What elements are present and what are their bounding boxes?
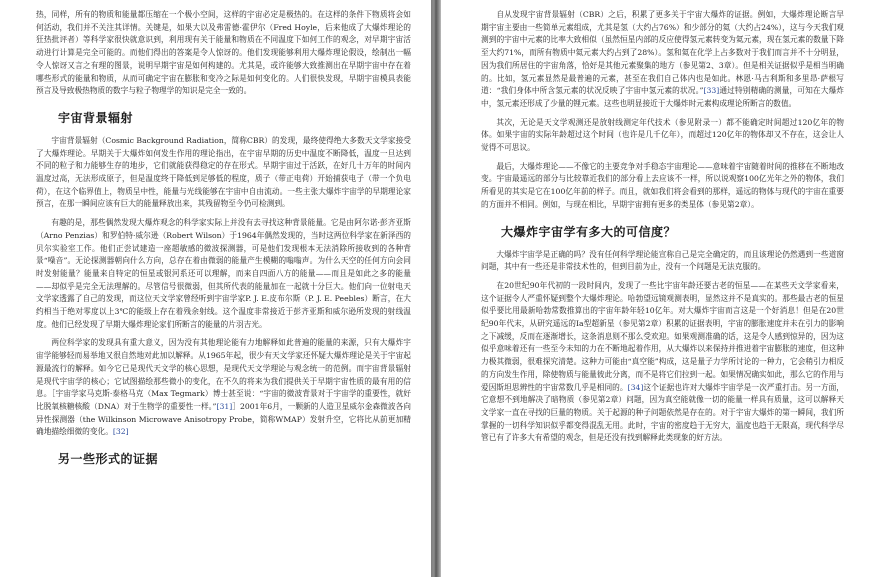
- paragraph-text: ］2001年6月，一颗新的人造卫星威尔金森微波各向异性探测器（the Wilkinson Microwave Anisotropy Probe，简称WMAP）发射升空，它将比从前更加精确地描绘细微的变化。: [36, 401, 411, 437]
- paragraph: [481, 9, 844, 111]
- section-heading-credibility: 大爆炸宇宙学有多大的可信度？: [501, 224, 677, 239]
- paragraph: 宇宙背景辐射（Cosmic Background Radiation，简称CBR）的发现，最终使得绝大多数天文学家接受了大爆炸理论。早期关于大爆炸如何发生作用的理论指出，在宇宙早期的历史中温度不断降低，温度一旦达到不同的粒子和力能够生存的地步，它们就能获得稳定的存在形式。早期宇宙过于活跃，在好几十万年的时间内温度过高，无法形成原子，但是温度终于降低到足够低的程度，质子（带正电荷）开始捕获电子（带一个负电荷），在这个临界值上，物质呈中性，能量与光线能够在宇宙中自由流动。一些主张大爆炸宇宙学的早期理论家预言，在那一瞬间应该有巨大的能量释放出来，其残留物至今仍可检测到。: [36, 135, 411, 209]
- citation-link[interactable]: [31]: [216, 401, 233, 411]
- paragraph: 大爆炸宇宙学是正确的吗？没有任何科学理论能宣称自己是完全确定的，而且该理论仍然遇到一些道窗问题，其中有一些还是非常技术性的，但到目前为止，没有一个问题是无法克服的。: [481, 249, 844, 272]
- left-book-page: [0, 0, 431, 577]
- book-spine-gutter: [431, 0, 441, 577]
- citation-link[interactable]: [33]: [703, 86, 720, 96]
- paragraph: [481, 280, 844, 445]
- paragraph: 最后，大爆炸理论——不像它的主要竞争对手稳态宇宙理论——意味着宇宙随着时间的推移在不断地改变。宇宙最遥远的部分与比较靠近我们的部分看上去应该不一样，所以说观察100亿光年之外的物体，我们所看见的其实是它在100亿年前的样子。而且，就如我们将会看到的那样，遥远的物体与现代的宇宙在重要的方面并不相同。例如，与现在相比，早期宇宙拥有更多的类星体（参见第2章）。: [481, 161, 844, 209]
- paragraph: 热，同样，所有的物质和能量都压缩在一个极小空间，这样的宇宙必定是极热的。在这样的条件下物质将会如何活动，我们并不关注其详情。关键是，如果大以及弗雷德·霍伊尔（Fred Hoyle，后来他成了大爆炸理论的狂热批评者）等科学家很快就意识到，利用现有关于能量和物质在不同温度下如何工作的观念，对早期宇宙活动进行计算是完全可能的。而他们得出的答案是令人惊讶的。他们发现能够利用大爆炸理论假设，绘制出一幅令人惊讶又言之有理的图景，说明早期宇宙是如何构建的。尤其是，或许能够大致推测出在早期宇宙中存在着哪些形式的能量和物质，从而可确定宇宙在膨胀和变冷之际是如何变化的。人们很快发现，早期宇宙模具表能预言及导致极热物质的数字与粒子物理学的知识是完全一致的。: [36, 10, 411, 96]
- citation-link[interactable]: [32]: [112, 427, 129, 437]
- section-heading-cbr: 宇宙背景辐射: [58, 110, 134, 125]
- paragraph: 有趣的是，那些偶然发现大爆炸观念的科学家实际上并没有去寻找这种背景能量。它是由阿尔诺·彭齐亚斯（Arno Penzias）和罗伯特·威尔逊（Robert Wilson）于1964年偶然发现的，当时这两位科学家在新泽西的贝尔实验室工作。他们正尝试建造一座超敏感的微波探测器，可是他们发现根本无法消除所接收到的各种背景“噪音”。无论探测器朝向什么方向，总存在着由微弱的能量产生模糊的嗡嗡声。为什么天空的任何方向会同时发射能量？能量来自特定的恒星或银河系还可以理解，而来自四面八方的能量——而且是如此之多的能量——却似乎是完全无法理解的。尽管信号很微弱，但其所代表的能量加在一起就十分巨大。他们向一位射电天文学家透露了自己的发现，而这位天文学家曾经听到宇宙学家P. J. E.皮布尔斯（P. J. E. Peebles）断言，在大约相当于绝对零度以上3℃的能级上存在着残余射线。这个温度非常接近于彭齐亚斯和威尔逊所发现的射线温度。他们已经发现了早期大爆炸理论家们所断言的能量的片羽吉光。: [36, 218, 411, 329]
- citation-link[interactable]: [34]: [627, 382, 644, 392]
- paragraph-text: 通过特别精确的测量，可知在大爆炸中，氢元素还形成了少量的锂元素。这些也明显接近于大爆炸时元素构成理论所断言的数值。: [481, 86, 844, 108]
- section-heading-other-evidence: 另一些形式的证据: [58, 452, 159, 467]
- paragraph: 其次，无论是天文学观测还是放射线测定年代技术（参见附录一）都不能确定时间超过120亿年的物体。如果宇宙的实际年龄超过这个时间（也许是几千亿年），而超过120亿年的物体却又不存在，这会让人觉得不可思议。: [481, 117, 844, 153]
- paragraph: [36, 337, 411, 439]
- paragraph-text: 自从发现宇宙背景辐射（CBR）之后，积累了更多关于宇宙大爆炸的证据。例如，大爆炸理论断言早期宇宙主要由一些简单元素组成，尤其是氢（大约占76%）和少部分的氦（大约占24%），这与今天我们观测到的宇宙中元素的比率大致相似（虽然恒星内部的反应使得氢元素转变为氦元素，现在氢元素的数量下降至大约71%，而所有物质中氦元素大约占到了28%）。氢和氦在化学上占多数对于我们而言并不十分明显，因为我们所居住的宇宙角落，恰好是其他元素聚集的地方（参见第2、3章）。但是相关证据似乎是相当明确的。比如，氢元素显然是最普遍的元素，甚至在我们自己体内也是如此。林恩·马古利斯和多里昂·萨根写道：“我们身体中所含氢元素的状况反映了宇宙中氢元素的状况。”: [481, 10, 844, 96]
- right-book-page: [441, 0, 874, 577]
- paragraph-text: 两位科学家的发现具有重大意义，因为没有其他理论能有力地解释如此普遍的能量的来源，只有大爆炸宇宙学能够轻而易举地又很自然地对此加以解释。从1965年起，很少有天文学家还怀疑大爆炸理论是关于宇宙起源最流行的解释。如今它已是现代天文学的核心思想，是现代天文学理论与观念统一的范例。而宇宙背景辐射是现代宇宙学的核心；它试图描绘那些微小的变化，在不久的将来为我们提供关于早期宇宙性质的最有用的信息。［宇宙学家马克斯·泰格马克（Max Tegmark）博士甚至说：“宇宙的微波背景对于宇宙学的重要性，就好比脱氧核糖核酸（DNA）对于生物学的重要性一样。”: [36, 338, 411, 411]
- paragraph-text: 在20世纪90年代初的一段时间内，发现了一些比宇宙年龄还要古老的恒星——在某些天文学家看来，这个证据令人严重怀疑到整个大爆炸理论。哈勃望远镜观测表明，显然这并不是真实的。那些最古老的恒星似乎要比用最新哈勃常数推算出的宇宙年龄年轻10亿年。对大爆炸宇宙而言这是一个好消息！但是在20世纪90年代末，从研究遥远的Ia型超新星（参见第2章）积累的证据表明，宇宙的膨胀速度并未在引力的影响之下减缓，反而在逐渐增长，这条消息则不那么受欢迎。如果观测准确的话，这是令人感到惊异的，因为这似乎意味着还有一些至今未知的力在不断地起着作用，从大爆炸以来保持并推进着宇宙膨胀的速度，但这种力极其微弱，很难探究清楚。这种力可能由“真空能”构成，这是量子力学所讨论的一种力，它会稍引力相反的方向发生作用，除使物质与能量彼此分离，而不是将它们拉到一起。如果情况确实如此，那么它的作用与爱因斯坦思辨性的宇宙常数几乎是相同的。: [481, 280, 844, 392]
- paragraph-text: 这个证据也许对大爆炸宇宙学是一次严重打击。另一方面，它意想不到地解决了暗物质（参见第2章）问题，因为真空能就像一切的能量一样具有质量，这可以解释天文学家一直在寻找的巨量的物质。关于起源的种子问题依然是存在的。对于宇宙大爆炸的第一瞬间，我们所掌握的一切科学知识似乎都变得混乱无用。此时，宇宙的密度趋于无穷大，温度也趋于无限高，现代科学尽管已有了许多大有希望的观念，但是还没有找到解释此类现象的好方法。: [481, 382, 844, 443]
